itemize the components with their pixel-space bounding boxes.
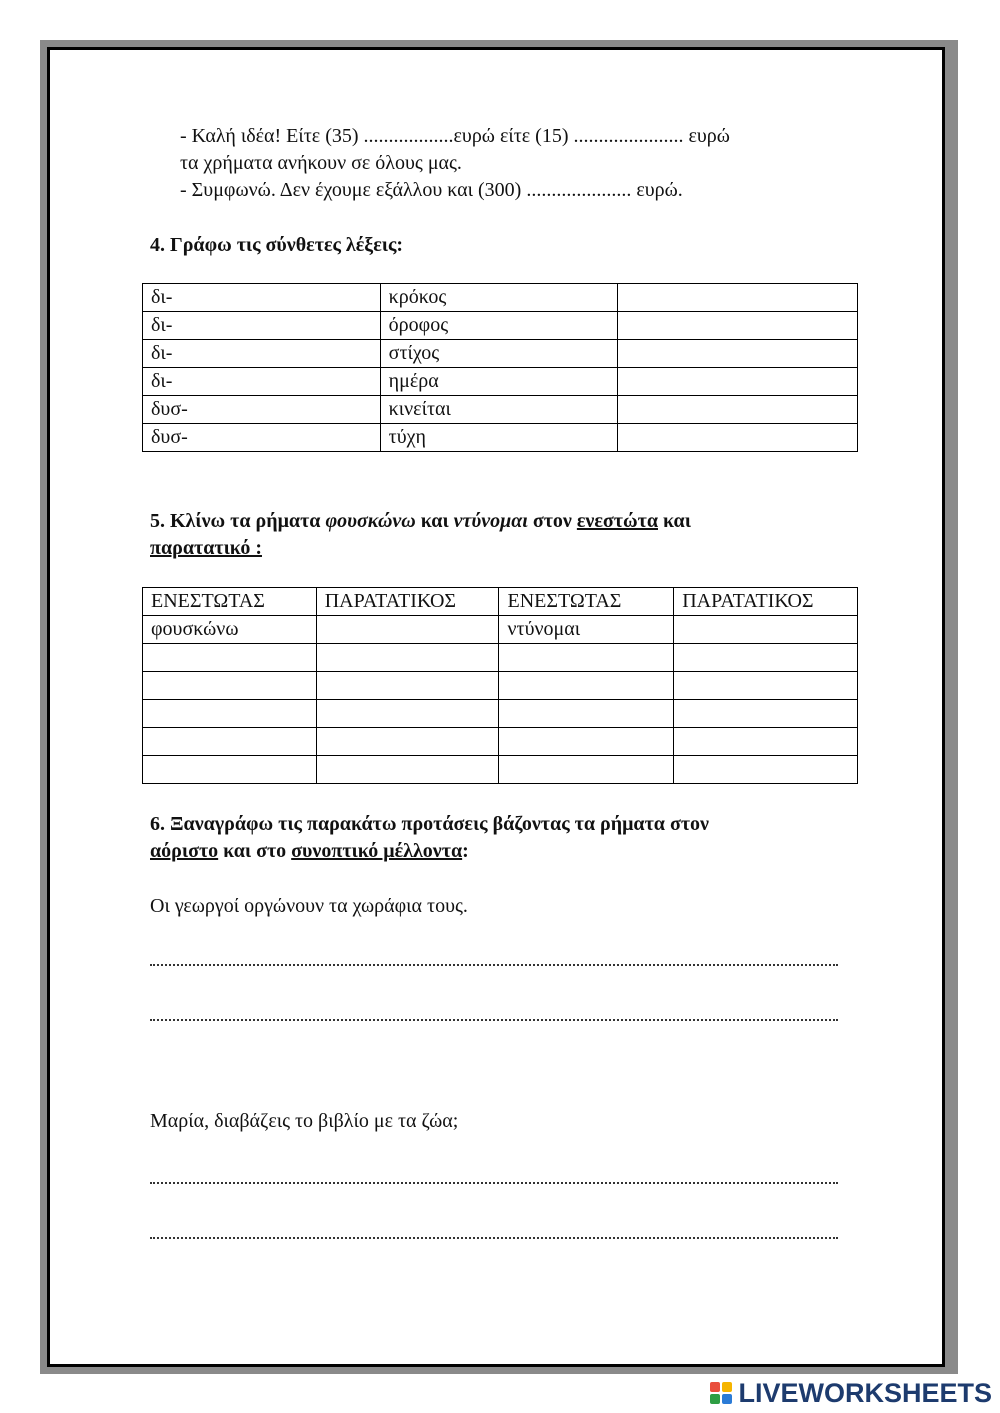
answer-cell[interactable] (143, 644, 317, 672)
answer-cell[interactable] (499, 672, 674, 700)
answer-cell[interactable] (143, 728, 317, 756)
column-header: ΕΝΕΣΤΩΤΑΣ (143, 588, 317, 616)
section-5-title (150, 508, 691, 534)
word-cell: κρόκος (380, 284, 618, 312)
section-6-title: 6. Ξαναγράφω τις παρακάτω προτάσεις βάζοντας τα ρήματα στον (150, 813, 709, 835)
answer-line-2a[interactable] (150, 1180, 838, 1184)
intro-line-3: - Συμφωνώ. Δεν έχουμε εξάλλου και (300) ..................... ευρώ. (180, 179, 683, 201)
answer-line-1a[interactable] (150, 962, 838, 966)
prefix-cell: δυσ- (143, 424, 381, 452)
answer-cell[interactable] (618, 340, 858, 368)
compound-row (143, 340, 858, 368)
prefix-cell: δι- (143, 284, 381, 312)
intro-line-2: τα χρήματα ανήκουν σε όλους μας. (180, 152, 462, 174)
section-5-text-a: 5. Κλίνω τα ρήματα (150, 510, 326, 532)
intro-line-1: - Καλή ιδέα! Είτε (35) ..................ευρώ είτε (15) ...................... ευρώ (180, 125, 730, 147)
answer-cell[interactable] (499, 644, 674, 672)
sentence-1: Οι γεωργοί οργώνουν τα χωράφια τους. (150, 895, 468, 917)
verb-fouskono: φουσκώνω (325, 510, 416, 532)
answer-cell[interactable] (143, 672, 317, 700)
compound-row (143, 284, 858, 312)
word-cell: στίχος (380, 340, 618, 368)
liveworksheets-logo (710, 1378, 992, 1408)
answer-cell[interactable] (674, 728, 858, 756)
conjugation-row (143, 616, 858, 644)
answer-line-2b[interactable] (150, 1235, 838, 1239)
answer-cell[interactable] (618, 396, 858, 424)
column-header: ΠΑΡΑΤΑΤΙΚΟΣ (316, 588, 499, 616)
answer-cell[interactable] (674, 616, 858, 644)
answer-cell[interactable] (316, 672, 499, 700)
prefix-cell: δι- (143, 340, 381, 368)
conjugation-row (143, 728, 858, 756)
conjugation-row (143, 644, 858, 672)
tense-mellontas: συνοπτικό μέλλοντα (291, 840, 463, 862)
answer-cell[interactable] (674, 756, 858, 784)
answer-cell[interactable] (618, 284, 858, 312)
compound-row (143, 312, 858, 340)
answer-cell[interactable] (499, 728, 674, 756)
answer-cell[interactable] (143, 700, 317, 728)
section-6-text-b: και στο (218, 840, 292, 862)
tense-aoristos: αόριστο (150, 840, 219, 862)
logo-block (710, 1394, 720, 1404)
word-cell: ημέρα (380, 368, 618, 396)
conjugation-table (142, 587, 858, 784)
answer-cell[interactable] (618, 424, 858, 452)
tense-paratatikos: παρατατικό : (150, 537, 262, 559)
answer-cell[interactable] (316, 616, 499, 644)
compound-row (143, 396, 858, 424)
prefix-cell: δυσ- (143, 396, 381, 424)
logo-blocks-icon (710, 1382, 732, 1404)
answer-cell[interactable] (618, 312, 858, 340)
section-5-text-c: στον (527, 510, 577, 532)
column-header: ΠΑΡΑΤΑΤΙΚΟΣ (674, 588, 858, 616)
word-cell: κινείται (380, 396, 618, 424)
answer-cell[interactable] (316, 728, 499, 756)
answer-line-1b[interactable] (150, 1017, 838, 1021)
answer-cell[interactable] (674, 672, 858, 700)
conjugation-row (143, 672, 858, 700)
verb-ntynomai: ντύνομαι (453, 510, 528, 532)
answer-cell[interactable] (316, 644, 499, 672)
answer-cell[interactable] (316, 756, 499, 784)
section-6-title-2 (150, 838, 469, 864)
section-4-title: 4. Γράφω τις σύνθετες λέξεις: (150, 234, 404, 256)
word-cell: όροφος (380, 312, 618, 340)
column-header: ΕΝΕΣΤΩΤΑΣ (499, 588, 674, 616)
verb-cell: φουσκώνω (143, 616, 317, 644)
logo-block (710, 1382, 720, 1392)
tense-enestotas: ενεστώτα (576, 510, 658, 532)
logo-block (722, 1382, 732, 1392)
prefix-cell: δι- (143, 368, 381, 396)
conjugation-row (143, 700, 858, 728)
logo-block (722, 1394, 732, 1404)
section-5-text-d: και (658, 510, 691, 532)
verb-cell: ντύνομαι (499, 616, 674, 644)
answer-cell[interactable] (618, 368, 858, 396)
logo-text: LIVEWORKSHEETS (738, 1377, 992, 1408)
section-6-text-c: : (462, 840, 469, 862)
answer-cell[interactable] (499, 700, 674, 728)
prefix-cell: δι- (143, 312, 381, 340)
word-cell: τύχη (380, 424, 618, 452)
answer-cell[interactable] (316, 700, 499, 728)
answer-cell[interactable] (674, 644, 858, 672)
sentence-2: Μαρία, διαβάζεις το βιβλίο με τα ζώα; (150, 1110, 459, 1132)
answer-cell[interactable] (143, 756, 317, 784)
answer-cell[interactable] (674, 700, 858, 728)
conjugation-row (143, 756, 858, 784)
section-5-text-b: και (415, 510, 454, 532)
conjugation-header-row (143, 588, 858, 616)
compound-row (143, 424, 858, 452)
answer-cell[interactable] (499, 756, 674, 784)
compound-words-table (142, 283, 858, 452)
compound-row (143, 368, 858, 396)
